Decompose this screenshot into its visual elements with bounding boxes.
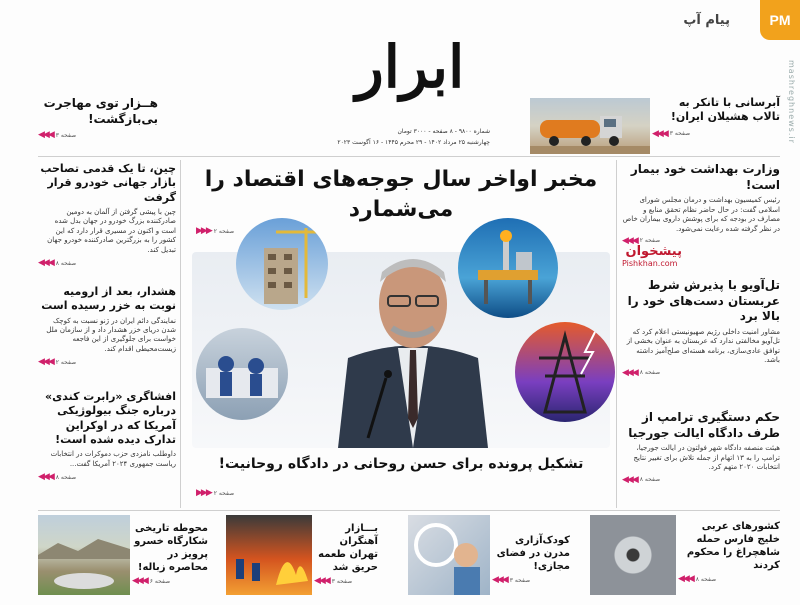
arrows-icon: ◀◀◀ bbox=[38, 130, 53, 141]
bottom-divider bbox=[38, 510, 780, 511]
arrows-icon: ◀◀◀ bbox=[38, 357, 53, 368]
construction-photo bbox=[236, 218, 328, 310]
main-more: ▶▶▶ صفحه ۲ bbox=[196, 226, 235, 236]
left-column-divider bbox=[180, 160, 181, 508]
fire-photo bbox=[226, 515, 312, 595]
arrows-icon: ▶▶▶ bbox=[196, 226, 211, 236]
arrows-icon: ◀◀◀ bbox=[678, 574, 693, 584]
bottom-article-2: کودک‌آزاری مدرن در فضای مجازی! صفحه ۳ ◀◀◀ bbox=[492, 535, 570, 585]
left-article-3: افشاگری «رابرت کندی» درباره جنگ بیولوژیکی آمریکا که در اوکراین تدارک دیده شده است! داوطلب نامزدی حزب دموکرات در انتخابات ریاست جمهوری ۲۰۲۴ آمریکا گفت... صفحه ۸ ◀◀◀ bbox=[38, 390, 176, 483]
arrows-icon: ◀◀◀ bbox=[38, 258, 53, 269]
arrows-icon: ◀◀◀ bbox=[622, 367, 637, 378]
right-article-3: حکم دستگیری ترامپ از طرف دادگاه ایالت جورجیا هیئت منصفه دادگاه شهر فولتون در ایالت جورجیا، ترامپ را به ۱۳ اتهام از جمله تلاش برای تغییر نتایج انتخابات ۲۰۲۰ متهم کرد. صفحه ۸ ◀◀◀ bbox=[622, 410, 780, 485]
arrows-icon: ◀◀◀ bbox=[622, 235, 637, 246]
historic-site-photo bbox=[38, 515, 130, 595]
masthead-info-2: چهارشنبه ۲۵ مرداد ۱۴۰۲ - ۲۹ محرم ۱۴۴۵ - ۱۶ آگوست ۲۰۲۳ bbox=[337, 139, 490, 146]
arrows-icon: ▶▶▶ bbox=[196, 488, 211, 498]
second-headline: تشکیل پرونده برای حسن روحانی در دادگاه روحانیت! bbox=[218, 456, 584, 472]
top-right-teaser bbox=[652, 96, 780, 139]
small-logo: پیام آپ bbox=[683, 13, 730, 28]
corner-badge bbox=[760, 0, 800, 40]
arrows-icon: ◀◀◀ bbox=[132, 576, 147, 586]
bottom-article-3: بـــازار آهنگران تهران طعمه حریق شد صفحه ۳ ◀◀◀ bbox=[314, 523, 378, 586]
official-portrait bbox=[318, 238, 508, 448]
left-article-1: چین، تا یک قدمی تصاحب بازار جهانی خودرو قرار گرفت چین با پیشی گرفتن از آلمان به دومین صادرکننده بزرگ خودرو در جهان بدل شده است و اکنون در مسیری قرار دارد که این کشور را به بزرگترین صادرکننده خودرو جهان تبدیل کند. صفحه ۸ ◀◀◀ bbox=[38, 162, 176, 269]
arrows-icon: ◀◀◀ bbox=[38, 472, 53, 483]
top-left-title: هــزار توی مهاجرت بی‌بازگشت! bbox=[43, 96, 158, 126]
masthead-title: ابرار bbox=[355, 33, 465, 101]
top-right-title: آبرسانی با تانکر به تالاب هشیلان ایران! bbox=[670, 96, 780, 124]
arrows-icon: ◀◀◀ bbox=[622, 474, 637, 485]
pishkhan-logo: پیشخوان Pishkhan.com bbox=[622, 244, 682, 268]
masthead-divider bbox=[38, 156, 780, 157]
left-article-2: هشدار، بعد از ارومیه نوبت به خزر رسیده است نمایندگی دائم ایران در ژنو نسبت به کوچک شدن دریای خزر هشدار داد و از سازمان ملل خواست برای جلوگیری از این فاجعه زیست‌محیطی اقدام کند. صفحه ۲ ◀◀◀ bbox=[38, 285, 176, 368]
main-headline: مخبر اواخر سال جوجه‌های اقتصاد را می‌شمارد bbox=[204, 167, 598, 222]
arrows-icon: ◀◀◀ bbox=[492, 575, 507, 585]
arrows-icon: ◀◀◀ bbox=[652, 128, 667, 139]
factory-photo bbox=[196, 328, 288, 420]
right-article-1: وزارت بهداشت خود بیمار است! رئیس کمیسیون بهداشت و درمان مجلس شورای اسلامی گفت: در حال حاضر نظام تحقق منابع و مصارف در بودجه که برای پوشش داروی بیماران خاص در نظر گرفته شده رعایت نمی‌شود. صفحه ۲ ◀◀◀ bbox=[622, 162, 780, 246]
top-left-teaser bbox=[38, 96, 158, 140]
top-right-more: صفحه ۳ ◀◀◀ bbox=[652, 128, 691, 139]
child-phone-photo bbox=[408, 515, 490, 595]
bottom-article-4: محوطه تاریخی شکارگاه خسرو پرویز در محاصره زباله! صفحه ۶ ◀◀◀ bbox=[132, 523, 208, 586]
corner-badge-text: PM bbox=[769, 12, 791, 28]
masthead-info-1: شماره ۹۸۰۰ - ۸ صفحه - ۳۰۰۰ تومان bbox=[397, 128, 490, 135]
arrows-icon: ◀◀◀ bbox=[314, 576, 329, 586]
bottom-article-1: کشورهای عربی خلیج فارس حمله شاهچراغ را محکوم کردند صفحه ۸ ◀◀◀ bbox=[678, 521, 780, 584]
right-column-divider bbox=[616, 160, 617, 508]
power-tower-photo bbox=[515, 322, 615, 422]
tanker-truck-icon bbox=[530, 98, 650, 154]
second-headline-more: ▶▶▶ صفحه ۲ bbox=[196, 488, 235, 498]
tanker-photo bbox=[530, 98, 650, 154]
top-left-more: صفحه ۳ ◀◀◀ bbox=[38, 130, 77, 141]
bullet-hole-photo bbox=[590, 515, 676, 595]
right-article-2: تل‌آویو با پذیرش شرط عربستان دست‌های خود را بالا برد مشاور امنیت داخلی رژیم صهیونیستی اعلام کرد که تل‌آویو مخالفتی ندارد که عربستان به عنوان بخشی از توافق عادی‌سازی، برنامه هسته‌ای صلح‌آمیز داشته باشد. صفحه ۸ ◀◀◀ bbox=[622, 278, 780, 378]
side-watermark: mashreghnews.ir bbox=[787, 60, 796, 144]
